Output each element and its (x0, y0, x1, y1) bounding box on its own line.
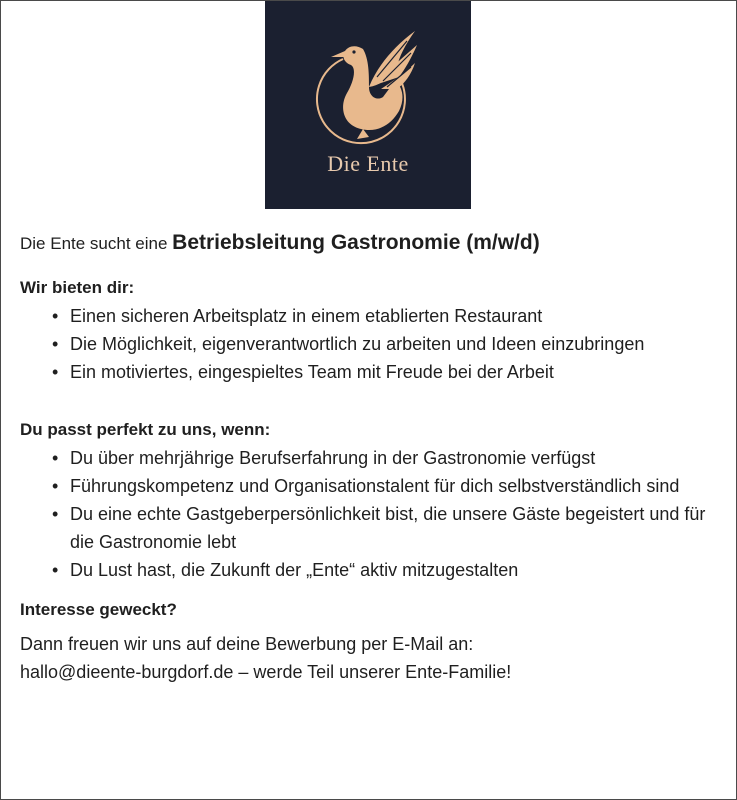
list-item: • Du eine echte Gastgeberpersönlichkeit bist, die unsere Gäste begeistert und für die Gastronomie lebt (52, 500, 720, 556)
list-item: • Ein motiviertes, eingespieltes Team mit Freude bei der Arbeit (52, 358, 720, 386)
list-item: • Du über mehrjährige Berufserfahrung in der Gastronomie verfügst (52, 444, 720, 472)
list-item: • Du Lust hast, die Zukunft der „Ente“ aktiv mitzugestalten (52, 556, 720, 584)
contact-title: Interesse geweckt? (20, 600, 177, 619)
logo-text: Die Ente (327, 151, 409, 176)
list-item: • Führungskompetenz und Organisationstalent für dich selbstverständlich sind (52, 472, 720, 500)
headline (20, 229, 720, 258)
email-link[interactable]: hallo@dieente-burgdorf.de (20, 662, 234, 682)
duck-logo-icon (265, 1, 471, 209)
requirements-list (20, 444, 720, 584)
offer-list (20, 302, 720, 386)
offer-title: Wir bieten dir: (20, 278, 135, 297)
logo (265, 1, 471, 209)
list-item: • Einen sicheren Arbeitsplatz in einem etablierten Restaurant (52, 302, 720, 330)
job-title: Betriebsleitung Gastronomie (m/w/d) (172, 231, 540, 254)
list-item: • Die Möglichkeit, eigenverantwortlich zu arbeiten und Ideen einzubringen (52, 330, 720, 358)
headline-intro: Die Ente sucht eine (20, 234, 173, 253)
contact-text (20, 630, 720, 686)
fit-title: Du passt perfekt zu uns, wenn: (20, 420, 271, 439)
contact-line2: – werde Teil unserer Ente-Familie! (233, 662, 512, 682)
ad-content (20, 229, 720, 686)
contact-line1: Dann freuen wir uns auf deine Bewerbung per E-Mail an: (20, 634, 474, 654)
